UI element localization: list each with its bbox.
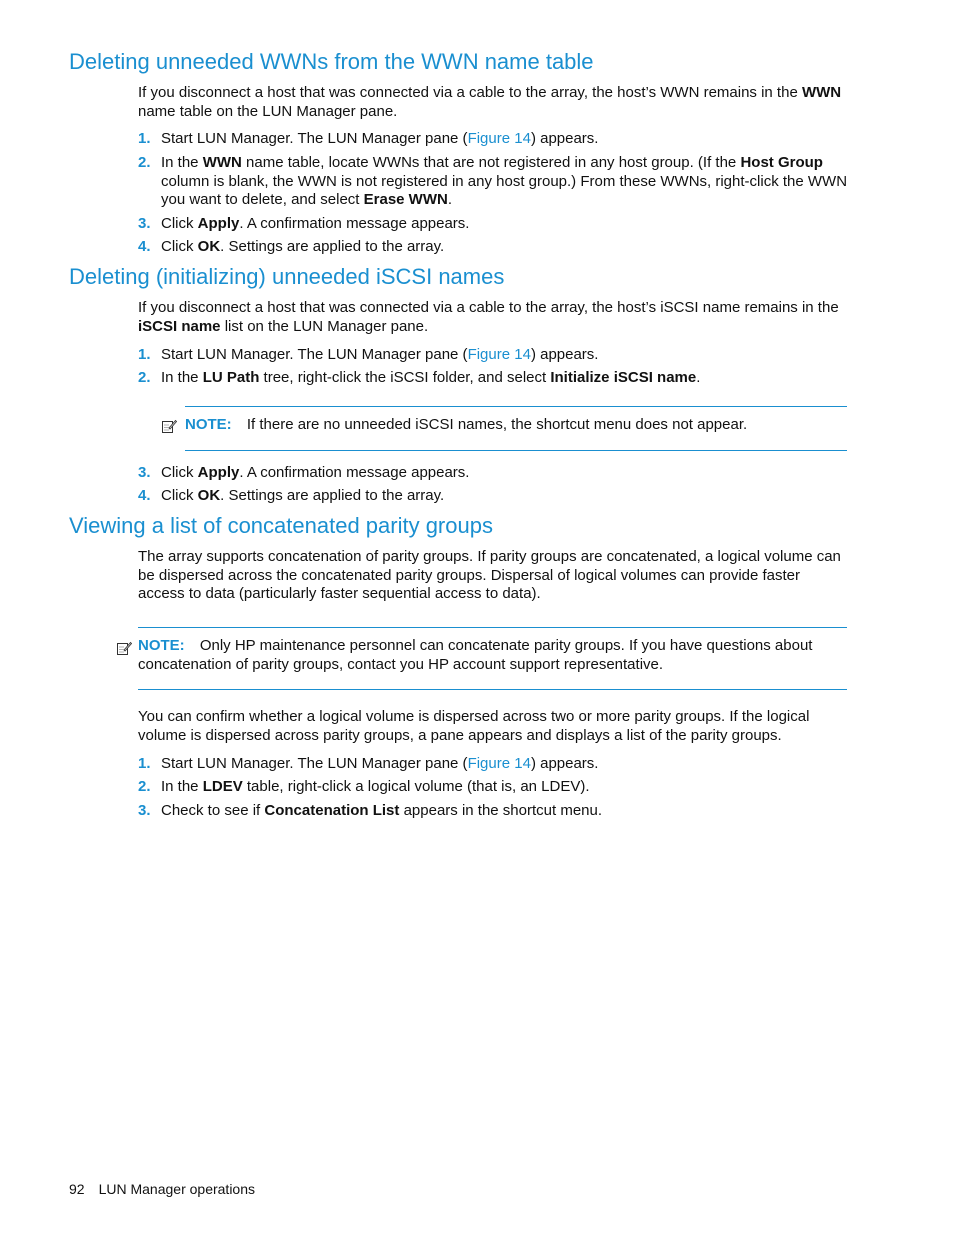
step-item: 3. Click Apply. A confirmation message appears. bbox=[138, 215, 470, 232]
step-item: 3. Check to see if Concatenation List appears in the shortcut menu. bbox=[138, 802, 603, 819]
step-number: 4. bbox=[138, 487, 151, 504]
step-number: 4. bbox=[138, 238, 151, 255]
step-item: 1. Start LUN Manager. The LUN Manager pane (Figure 14) appears. bbox=[138, 346, 599, 363]
step-item: 4. Click OK. Settings are applied to the array. bbox=[138, 238, 445, 255]
note-top-rule bbox=[185, 406, 847, 407]
step-number: 2. bbox=[138, 778, 151, 795]
step-number: 3. bbox=[138, 464, 151, 481]
step-number: 1. bbox=[138, 755, 151, 772]
note-bottom-rule bbox=[138, 689, 847, 690]
step-number: 3. bbox=[138, 802, 151, 819]
note-label: NOTE: bbox=[185, 416, 232, 433]
note-top-rule bbox=[138, 627, 847, 628]
step-item: 2. In the LU Path tree, right-click the iSCSI folder, and select Initialize iSCSI name. bbox=[138, 369, 701, 386]
step-item: 1. Start LUN Manager. The LUN Manager pane (Figure 14) appears. bbox=[138, 130, 599, 147]
section-intro: If you disconnect a host that was connected via a cable to the array, the host’s WWN remains in the WWN name table on the LUN Manager pane. bbox=[138, 84, 842, 120]
figure-link[interactable]: Figure 14 bbox=[467, 130, 531, 147]
step-number: 2. bbox=[138, 154, 151, 171]
section-intro: The array supports concatenation of parity groups. If parity groups are concatenated, a logical volume can be dispersed across the concatenated parity groups. Dispersal of logical volumes can provide faster access to data (particularly faster sequential access to data). bbox=[138, 548, 841, 602]
note-pencil-icon bbox=[161, 418, 177, 434]
step-number: 1. bbox=[138, 346, 151, 363]
step-item: 1. Start LUN Manager. The LUN Manager pane (Figure 14) appears. bbox=[138, 755, 599, 772]
page-footer bbox=[69, 1180, 255, 1198]
step-item: 2. In the WWN name table, locate WWNs that are not registered in any host group. (If the Host Group column is blank, the WWN is not registered in any host group.) From these WWNs, right-click the WWN you want to delete, and select Erase WWN. bbox=[138, 154, 848, 208]
chapter-title: LUN Manager operations bbox=[98, 1181, 255, 1197]
section-paragraph: You can confirm whether a logical volume is dispersed across two or more parity groups. If the logical volume is dispersed across parity groups, a pane appears and displays a list of the parity groups. bbox=[138, 708, 810, 744]
section-heading-concatenated-parity: Viewing a list of concatenated parity groups bbox=[69, 513, 493, 538]
note-callout bbox=[185, 416, 847, 435]
note-callout bbox=[138, 637, 828, 674]
step-number: 2. bbox=[138, 369, 151, 386]
note-text: If there are no unneeded iSCSI names, the shortcut menu does not appear. bbox=[246, 416, 748, 433]
note-bottom-rule bbox=[185, 450, 847, 451]
note-pencil-icon bbox=[116, 640, 132, 656]
figure-link[interactable]: Figure 14 bbox=[467, 346, 531, 363]
step-number: 1. bbox=[138, 130, 151, 147]
step-item: 3. Click Apply. A confirmation message appears. bbox=[138, 464, 470, 481]
section-intro: If you disconnect a host that was connected via a cable to the array, the host’s iSCSI name remains in the iSCSI name list on the LUN Manager pane. bbox=[138, 299, 839, 335]
figure-link[interactable]: Figure 14 bbox=[467, 755, 531, 772]
step-number: 3. bbox=[138, 215, 151, 232]
section-heading-delete-wwn: Deleting unneeded WWNs from the WWN name table bbox=[69, 49, 594, 74]
step-item: 4. Click OK. Settings are applied to the array. bbox=[138, 487, 445, 504]
note-label: NOTE: bbox=[138, 637, 185, 654]
section-heading-delete-iscsi: Deleting (initializing) unneeded iSCSI names bbox=[69, 264, 505, 289]
note-text: Only HP maintenance personnel can concatenate parity groups. If you have questions about concatenation of parity groups, contact you HP account support representative. bbox=[138, 637, 813, 673]
step-item: 2. In the LDEV table, right-click a logical volume (that is, an LDEV). bbox=[138, 778, 590, 795]
page-number: 92 bbox=[69, 1181, 85, 1197]
